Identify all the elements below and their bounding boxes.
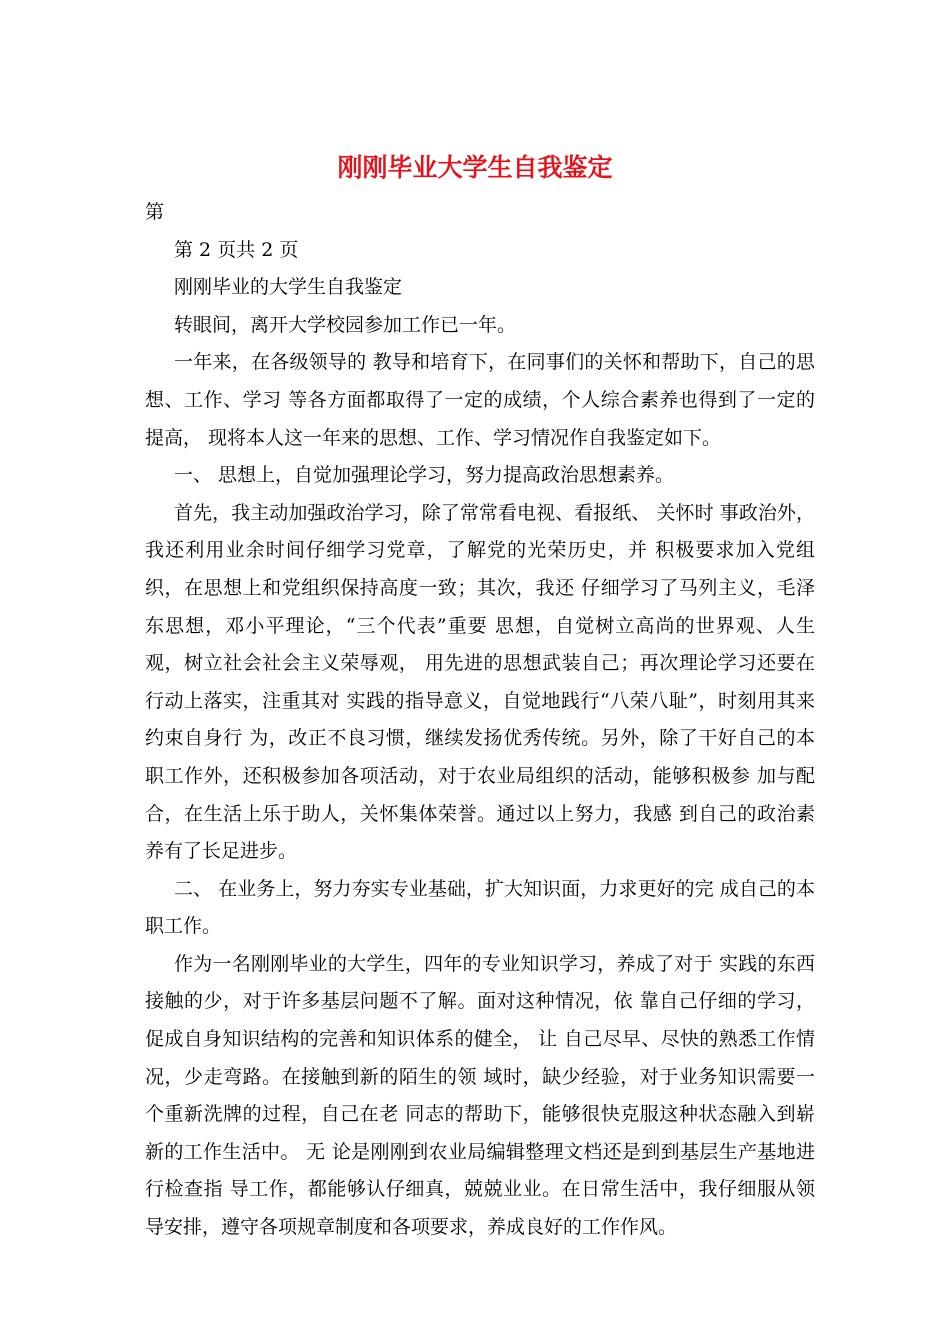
page-number: 第 2 页共 2 页 [174, 238, 299, 261]
paragraph-section-1: 首先，我主动加强政治学习，除了常常看电视、看报纸、 关怀时 事政治外，我还利用业余时间仔细学习党章，了解党的光荣历史，并 积极要求加入党组织，在思想上和党组织保持高度一致；其次，我还 仔细学习了马列主义，毛泽东思想，邓小平理论，“三个代表”重要 思想，自觉树立高尚的世界观、人生观，树立社会社会主义荣辱观， 用先进的思想武装自己；再次理论学习还要在行动上落实，注重其对 实践的指导意义，自觉地践行“八荣八耻”，时刻用其来约束自身行 为，改正不良习惯，继续发扬优秀传统。另外，除了干好自己的本职工作外，还积极参加各项活动，对于农业局组织的活动，能够积极参 加与配合，在生活上乐于助人，关怀集体荣誉。通过以上努力，我感 到自己的政治素养有了长足进步。 [145, 501, 815, 863]
page-marker-fragment: 第 [145, 201, 165, 223]
document-body [145, 194, 815, 1247]
paragraph-section-2: 作为一名刚刚毕业的大学生，四年的专业知识学习，养成了对于 实践的东西接触的少，对于许多基层问题不了解。面对这种情况，依 靠自己仔细的学习，促成自身知识结构的完善和知识体系的健全， 让 自己尽早、尽快的熟悉工作情况，少走弯路。在接触到新的陌生的领 域时，缺少经验，对于业务知识需要一个重新洗牌的过程，自己在老 同志的帮助下，能够很快克服这种状态融入到崭新的工作生活中。 无 论是刚刚到农业局编辑整理文档还是到到基层生产基地进行检查指 导工作，都能够认仔细真，兢兢业业。在日常生活中，我仔细服从领 导安排，遵守各项规章制度和各项要求，养成良好的工作作风。 [145, 952, 815, 1239]
paragraph-intro: 转眼间，离开大学校园参加工作已一年。 [174, 313, 517, 336]
document-title: 刚刚毕业大学生自我鉴定 [337, 153, 613, 182]
document-subtitle: 刚刚毕业的大学生自我鉴定 [174, 276, 403, 299]
section-heading-1: 一、 思想上，自觉加强理论学习，努力提高政治思想素养。 [174, 464, 675, 487]
paragraph-summary: 一年来，在各级领导的 教导和培育下，在同事们的关怀和帮助下，自己的思想、工作、学习 等各方面都取得了一定的成绩，个人综合素养也得到了一定的提高， 现将本人这一年来的思想、工作、学习情况作自我鉴定如下。 [145, 351, 815, 449]
section-heading-2: 二、 在业务上，努力夯实专业基础，扩大知识面，力求更好的完 成自己的本职工作。 [145, 877, 815, 938]
